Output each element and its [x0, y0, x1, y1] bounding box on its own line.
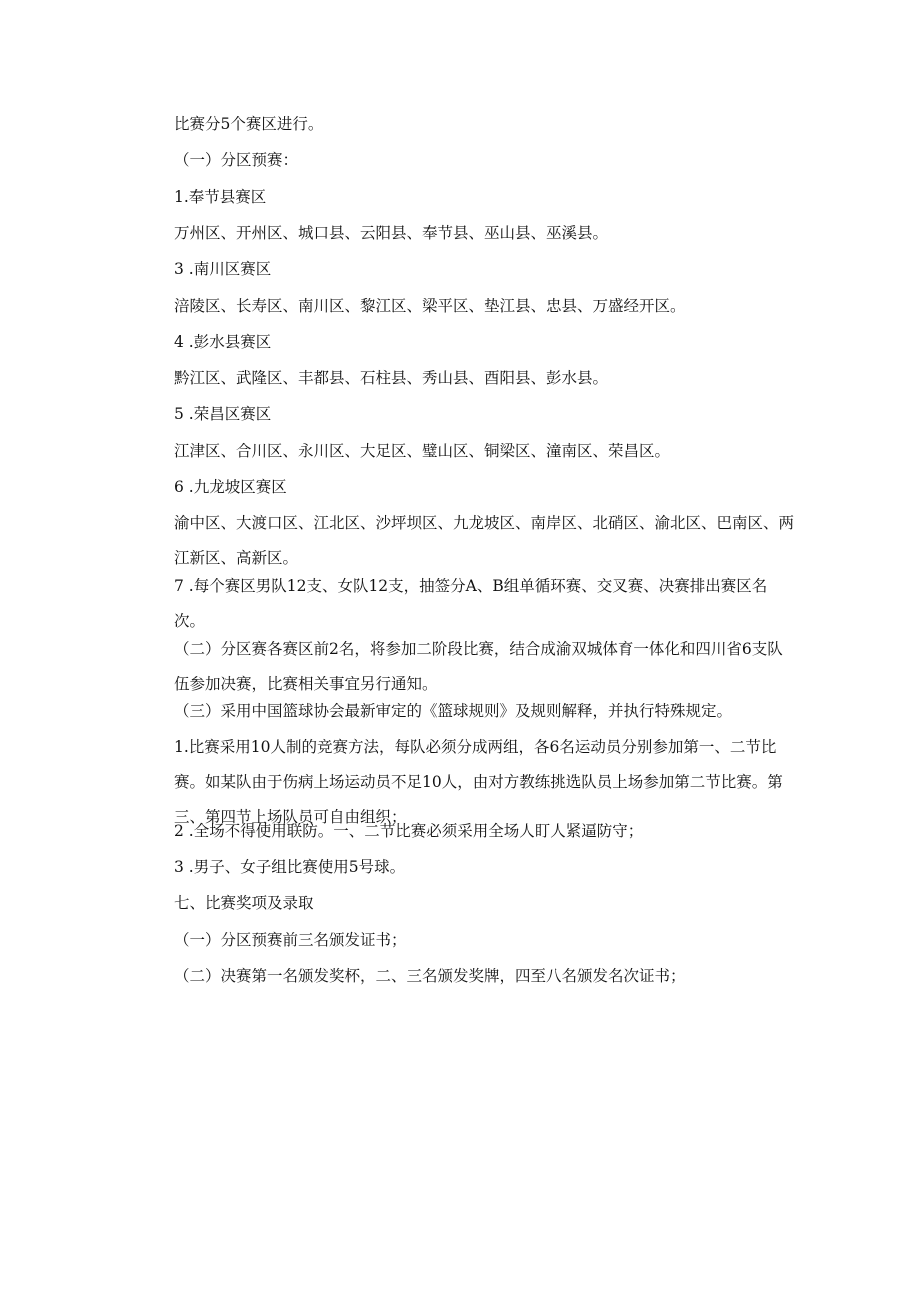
award-item-2: （二）决赛第一名颁发奖杯，二、三名颁发奖牌，四至八名颁发名次证书； — [174, 967, 686, 985]
region-heading-pengshui: 4 .彭水县赛区 — [174, 333, 272, 351]
rule-item-1: 1.比赛采用10人制的竞赛方法，每队必须分成两组，各6名运动员分别参加第一、二节比赛。如某队由于伤病上场运动员不足10人，由对方教练挑选队员上场参加第二节比赛。第三、第四节上场队员可自由组织； — [174, 738, 783, 826]
region-list-nanchuan: 涪陵区、长寿区、南川区、黎江区、梁平区、垫江县、忠县、万盛经开区。 — [174, 297, 686, 315]
region-heading-rongchang: 5 .荣昌区赛区 — [174, 405, 272, 423]
rule-item-3: 3 .男子、女子组比赛使用5号球。 — [174, 858, 406, 876]
region-heading-jiulongpo: 6 .九龙坡区赛区 — [174, 478, 287, 496]
region-heading-nanchuan: 3 .南川区赛区 — [174, 260, 272, 278]
region-list-fengjie: 万州区、开州区、城口县、云阳县、奉节县、巫山县、巫溪县。 — [174, 224, 609, 242]
region-list-pengshui: 黔江区、武隆区、丰都县、石柱县、秀山县、酉阳县、彭水县。 — [174, 369, 609, 387]
paragraph-team-count: 7 .每个赛区男队12支、女队12支，抽签分A、B组单循环赛、交叉赛、决赛排出赛区名次。 — [174, 577, 768, 630]
paragraph-rules: （三）采用中国篮球协会最新审定的《篮球规则》及规则解释，并执行特殊规定。 — [174, 702, 733, 720]
rule-item-2: 2 .全场不得使用联防。一、二节比赛必须采用全场人盯人紧逼防守； — [174, 822, 644, 840]
region-heading-fengjie: 1.奉节县赛区 — [174, 188, 267, 206]
region-list-jiulongpo: 渝中区、大渡口区、江北区、沙坪坝区、九龙坡区、南岸区、北硝区、渝北区、巴南区、两江新区、高新区。 — [174, 514, 795, 567]
section-heading-prelim: （一）分区预赛： — [174, 151, 299, 169]
paragraph-intro: 比赛分5个赛区进行。 — [174, 115, 324, 133]
region-list-rongchang: 江津区、合川区、永川区、大足区、璧山区、铜梁区、潼南区、荣昌区。 — [174, 442, 671, 460]
section-heading-awards: 七、比赛奖项及录取 — [174, 894, 314, 912]
paragraph-second-stage: （二）分区赛各赛区前2名，将参加二阶段比赛，结合成渝双城体育一体化和四川省6支队伍参加决赛，比赛相关事宜另行通知。 — [174, 640, 783, 693]
award-item-1: （一）分区预赛前三名颁发证书； — [174, 931, 407, 949]
